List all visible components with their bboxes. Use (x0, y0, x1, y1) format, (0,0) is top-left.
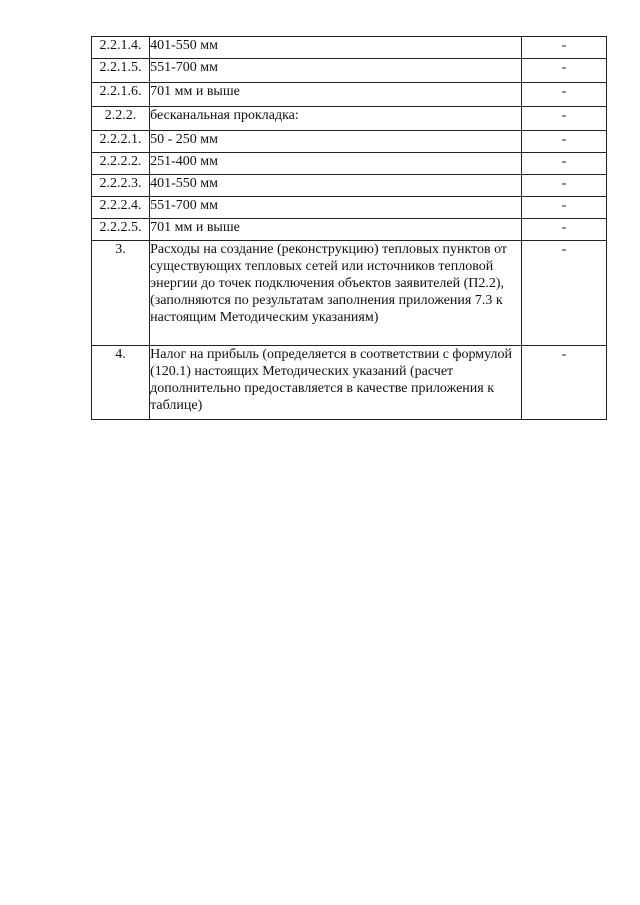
row-value: - (521, 37, 606, 59)
row-value: - (521, 219, 606, 241)
row-name: 551-700 мм (150, 197, 522, 219)
row-number: 3. (92, 241, 150, 346)
row-name: 50 - 250 мм (150, 131, 522, 153)
row-value: - (521, 107, 606, 131)
row-name: 701 мм и выше (150, 83, 522, 107)
table-row (92, 241, 607, 346)
row-value: - (521, 197, 606, 219)
row-number: 2.2.1.5. (92, 59, 150, 83)
table-row (92, 219, 607, 241)
table-row (92, 197, 607, 219)
row-value: - (521, 241, 606, 346)
row-name: бесканальная прокладка: (150, 107, 522, 131)
row-name: 401-550 мм (150, 37, 522, 59)
table-row (92, 153, 607, 175)
row-value: - (521, 131, 606, 153)
row-value: - (521, 346, 606, 420)
row-name: 401-550 мм (150, 175, 522, 197)
table-row (92, 83, 607, 107)
row-name: 701 мм и выше (150, 219, 522, 241)
row-name: 251-400 мм (150, 153, 522, 175)
row-number: 2.2.2.2. (92, 153, 150, 175)
table-row (92, 107, 607, 131)
row-name: 551-700 мм (150, 59, 522, 83)
row-number: 2.2.2.3. (92, 175, 150, 197)
cost-table (91, 36, 607, 420)
table-row (92, 131, 607, 153)
table-row (92, 175, 607, 197)
row-name: Налог на прибыль (определяется в соответствии с формулой (120.1) настоящих Методических указаний (расчет дополнительно предоставляется в качестве приложения к таблице) (150, 346, 522, 420)
row-number: 2.2.1.6. (92, 83, 150, 107)
row-value: - (521, 153, 606, 175)
table-row (92, 346, 607, 420)
table-row (92, 59, 607, 83)
row-name: Расходы на создание (реконструкцию) тепловых пунктов от существующих тепловых сетей или источников тепловой энергии до точек подключения объектов заявителей (П2.2), (заполняются по результатам заполнения приложения 7.3 к настоящим Методическим указаниям) (150, 241, 522, 346)
row-number: 2.2.2. (92, 107, 150, 131)
row-value: - (521, 59, 606, 83)
row-number: 2.2.2.4. (92, 197, 150, 219)
row-number: 2.2.2.1. (92, 131, 150, 153)
table-row (92, 37, 607, 59)
row-number: 2.2.2.5. (92, 219, 150, 241)
row-number: 4. (92, 346, 150, 420)
row-value: - (521, 175, 606, 197)
row-number: 2.2.1.4. (92, 37, 150, 59)
row-value: - (521, 83, 606, 107)
